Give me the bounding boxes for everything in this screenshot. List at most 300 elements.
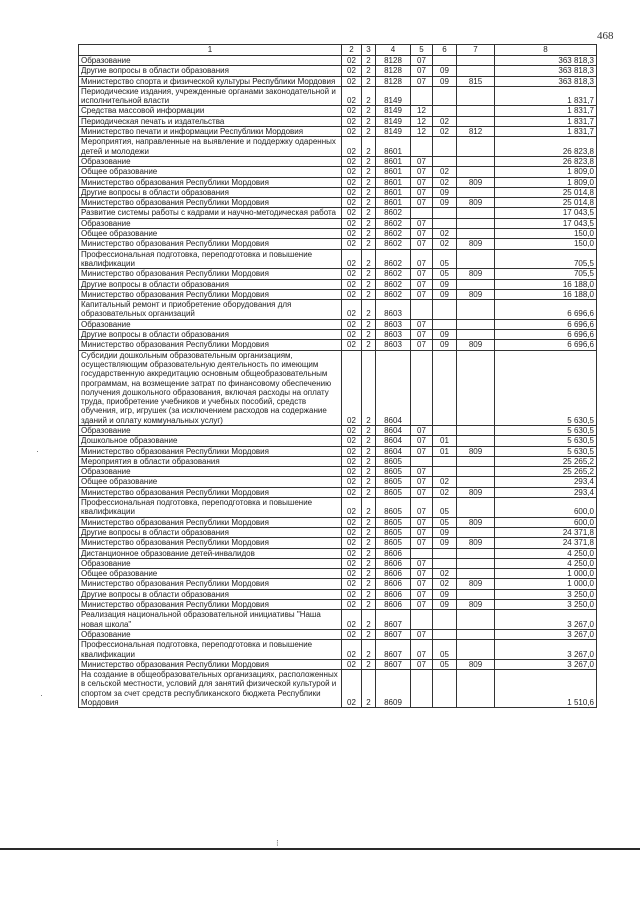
- code-cell: 8602: [376, 249, 411, 269]
- row-name-cell: Министерство образования Республики Мордовия: [79, 340, 342, 350]
- table-row: [79, 610, 597, 630]
- code-cell: 8602: [376, 208, 411, 218]
- code-cell: [411, 300, 433, 320]
- code-cell: 2: [362, 527, 376, 537]
- code-cell: 2: [362, 289, 376, 299]
- table-row: [79, 527, 597, 537]
- table-row: [79, 629, 597, 639]
- row-name-cell: Министерство образования Республики Мордовия: [79, 289, 342, 299]
- code-cell: 07: [411, 477, 433, 487]
- code-cell: 07: [411, 66, 433, 76]
- code-cell: 02: [433, 229, 457, 239]
- code-cell: 8606: [376, 600, 411, 610]
- amount-cell: 1 000,0: [495, 579, 597, 589]
- row-name-cell: На создание в общеобразовательных организациях, расположенных в сельской местности, условий для занятий физической культурой и спортом за счет средств республиканского бюджета Республики Мордовия: [79, 670, 342, 708]
- table-row: [79, 156, 597, 166]
- table-row: [79, 229, 597, 239]
- amount-cell: 3 267,0: [495, 659, 597, 669]
- code-cell: 8149: [376, 116, 411, 126]
- amount-cell: 6 696,6: [495, 340, 597, 350]
- code-cell: 02: [433, 487, 457, 497]
- code-cell: 2: [362, 300, 376, 320]
- code-cell: 2: [362, 76, 376, 86]
- code-cell: 809: [457, 538, 495, 548]
- code-cell: [411, 456, 433, 466]
- code-cell: 02: [342, 610, 362, 630]
- code-cell: 8128: [376, 56, 411, 66]
- code-cell: 02: [342, 350, 362, 425]
- code-cell: 8607: [376, 659, 411, 669]
- code-cell: [433, 456, 457, 466]
- code-cell: 2: [362, 558, 376, 568]
- row-name-cell: Министерство спорта и физической культуры Республики Мордовия: [79, 76, 342, 86]
- amount-cell: 16 188,0: [495, 279, 597, 289]
- code-cell: [433, 319, 457, 329]
- code-cell: [457, 66, 495, 76]
- row-name-cell: Профессиональная подготовка, переподготовка и повышение квалификации: [79, 640, 342, 660]
- code-cell: [433, 425, 457, 435]
- code-cell: 8605: [376, 498, 411, 518]
- code-cell: 09: [433, 66, 457, 76]
- code-cell: [457, 229, 495, 239]
- code-cell: 2: [362, 116, 376, 126]
- row-name-cell: Министерство образования Республики Мордовия: [79, 600, 342, 610]
- code-cell: 02: [342, 600, 362, 610]
- code-cell: 8606: [376, 569, 411, 579]
- code-cell: [433, 137, 457, 157]
- code-cell: [457, 56, 495, 66]
- code-cell: 2: [362, 538, 376, 548]
- code-cell: 2: [362, 269, 376, 279]
- amount-cell: 6 696,6: [495, 300, 597, 320]
- code-cell: 8605: [376, 527, 411, 537]
- amount-cell: 3 250,0: [495, 600, 597, 610]
- code-cell: [433, 558, 457, 568]
- table-row: [79, 300, 597, 320]
- code-cell: 8601: [376, 167, 411, 177]
- code-cell: [457, 569, 495, 579]
- row-name-cell: Другие вопросы в области образования: [79, 279, 342, 289]
- code-cell: 2: [362, 517, 376, 527]
- row-name-cell: Дошкольное образование: [79, 436, 342, 446]
- code-cell: [433, 218, 457, 228]
- code-cell: 07: [411, 229, 433, 239]
- code-cell: 02: [342, 640, 362, 660]
- row-name-cell: Министерство образования Республики Мордовия: [79, 579, 342, 589]
- code-cell: 09: [433, 187, 457, 197]
- code-cell: 07: [411, 569, 433, 579]
- code-cell: 12: [411, 106, 433, 116]
- code-cell: 2: [362, 579, 376, 589]
- code-cell: [457, 106, 495, 116]
- row-name-cell: Образование: [79, 629, 342, 639]
- code-cell: 01: [433, 436, 457, 446]
- code-cell: [457, 86, 495, 106]
- code-cell: 812: [457, 127, 495, 137]
- code-cell: 2: [362, 198, 376, 208]
- code-cell: 8603: [376, 319, 411, 329]
- amount-cell: 705,5: [495, 249, 597, 269]
- code-cell: 2: [362, 467, 376, 477]
- code-cell: 8601: [376, 156, 411, 166]
- code-cell: [457, 208, 495, 218]
- row-name-cell: Субсидии дошкольным образовательным организациям, осуществляющим образовательную деятельность по имеющим государственную аккредитацию основным общеобразовательным программам, на возмещение затрат по финансовому обеспечению получения дошкольного образования, включая расходы на оплату труда, приобретение учебников и учебных пособий, средств обучения, игр, игрушек (за исключением расходов на содержание зданий и оплату коммунальных услуг): [79, 350, 342, 425]
- code-cell: 2: [362, 436, 376, 446]
- row-name-cell: Общее образование: [79, 477, 342, 487]
- code-cell: 09: [433, 589, 457, 599]
- code-cell: [457, 218, 495, 228]
- code-cell: 07: [411, 330, 433, 340]
- row-name-cell: Министерство образования Республики Мордовия: [79, 177, 342, 187]
- table-row: [79, 589, 597, 599]
- column-header: 7: [457, 45, 495, 56]
- row-name-cell: Министерство образования Республики Мордовия: [79, 659, 342, 669]
- table-row: [79, 66, 597, 76]
- code-cell: 02: [342, 498, 362, 518]
- code-cell: [457, 249, 495, 269]
- code-cell: [411, 548, 433, 558]
- code-cell: 8149: [376, 127, 411, 137]
- row-name-cell: Министерство образования Республики Мордовия: [79, 269, 342, 279]
- code-cell: [433, 467, 457, 477]
- code-cell: 01: [433, 446, 457, 456]
- code-cell: 02: [342, 456, 362, 466]
- code-cell: 8602: [376, 289, 411, 299]
- table-row: [79, 558, 597, 568]
- code-cell: 2: [362, 498, 376, 518]
- code-cell: 09: [433, 279, 457, 289]
- code-cell: 2: [362, 477, 376, 487]
- column-header: 6: [433, 45, 457, 56]
- amount-cell: 25 014,8: [495, 198, 597, 208]
- row-name-cell: Министерство образования Республики Мордовия: [79, 198, 342, 208]
- code-cell: [457, 477, 495, 487]
- table-row: [79, 467, 597, 477]
- code-cell: 809: [457, 340, 495, 350]
- code-cell: 02: [342, 538, 362, 548]
- code-cell: 02: [342, 659, 362, 669]
- code-cell: 07: [411, 76, 433, 86]
- code-cell: 07: [411, 579, 433, 589]
- code-cell: [457, 610, 495, 630]
- code-cell: 02: [342, 446, 362, 456]
- code-cell: [433, 350, 457, 425]
- code-cell: 07: [411, 659, 433, 669]
- row-name-cell: Образование: [79, 319, 342, 329]
- amount-cell: 363 818,3: [495, 56, 597, 66]
- code-cell: 02: [342, 340, 362, 350]
- code-cell: 07: [411, 538, 433, 548]
- code-cell: 02: [342, 76, 362, 86]
- amount-cell: 1 831,7: [495, 116, 597, 126]
- code-cell: [433, 610, 457, 630]
- amount-cell: 600,0: [495, 498, 597, 518]
- code-cell: 02: [342, 249, 362, 269]
- code-cell: 8603: [376, 300, 411, 320]
- row-name-cell: Образование: [79, 218, 342, 228]
- code-cell: 09: [433, 600, 457, 610]
- amount-cell: 3 267,0: [495, 629, 597, 639]
- code-cell: [457, 330, 495, 340]
- code-cell: [457, 548, 495, 558]
- code-cell: 2: [362, 86, 376, 106]
- code-cell: 8605: [376, 517, 411, 527]
- code-cell: 09: [433, 538, 457, 548]
- code-cell: 02: [433, 116, 457, 126]
- code-cell: 09: [433, 527, 457, 537]
- code-cell: 12: [411, 127, 433, 137]
- amount-cell: 1 809,0: [495, 177, 597, 187]
- row-name-cell: Общее образование: [79, 229, 342, 239]
- amount-cell: 3 267,0: [495, 640, 597, 660]
- amount-cell: 293,4: [495, 477, 597, 487]
- code-cell: [457, 670, 495, 708]
- code-cell: [457, 116, 495, 126]
- code-cell: 2: [362, 279, 376, 289]
- code-cell: 05: [433, 640, 457, 660]
- table-row: [79, 218, 597, 228]
- code-cell: 8605: [376, 487, 411, 497]
- code-cell: [457, 640, 495, 660]
- code-cell: 07: [411, 629, 433, 639]
- code-cell: [457, 137, 495, 157]
- code-cell: [433, 86, 457, 106]
- code-cell: [457, 558, 495, 568]
- table-row: [79, 659, 597, 669]
- code-cell: [433, 106, 457, 116]
- code-cell: 09: [433, 76, 457, 86]
- code-cell: 02: [433, 177, 457, 187]
- code-cell: 05: [433, 249, 457, 269]
- code-cell: 8604: [376, 350, 411, 425]
- code-cell: 2: [362, 56, 376, 66]
- amount-cell: 26 823,8: [495, 156, 597, 166]
- table-row: [79, 579, 597, 589]
- amount-cell: 17 043,5: [495, 218, 597, 228]
- code-cell: 8604: [376, 446, 411, 456]
- table-row: [79, 319, 597, 329]
- table-row: [79, 279, 597, 289]
- table-row: [79, 548, 597, 558]
- code-cell: 02: [342, 589, 362, 599]
- code-cell: 07: [411, 187, 433, 197]
- amount-cell: 5 630,5: [495, 446, 597, 456]
- amount-cell: 6 696,6: [495, 330, 597, 340]
- code-cell: 8605: [376, 467, 411, 477]
- row-name-cell: Периодическая печать и издательства: [79, 116, 342, 126]
- code-cell: 07: [411, 177, 433, 187]
- code-cell: 02: [342, 239, 362, 249]
- code-cell: 8603: [376, 340, 411, 350]
- code-cell: 2: [362, 487, 376, 497]
- budget-table: [78, 44, 597, 708]
- page-number: 468: [597, 30, 614, 42]
- code-cell: 02: [342, 106, 362, 116]
- code-cell: 02: [342, 137, 362, 157]
- code-cell: 02: [342, 187, 362, 197]
- code-cell: 02: [342, 330, 362, 340]
- code-cell: [433, 670, 457, 708]
- table-row: [79, 76, 597, 86]
- table-row: [79, 517, 597, 527]
- table-row: [79, 137, 597, 157]
- code-cell: 07: [411, 279, 433, 289]
- column-header: 5: [411, 45, 433, 56]
- code-cell: [433, 300, 457, 320]
- code-cell: 809: [457, 446, 495, 456]
- code-cell: [411, 208, 433, 218]
- scan-mark: ·: [40, 690, 43, 700]
- code-cell: 02: [433, 569, 457, 579]
- code-cell: 809: [457, 487, 495, 497]
- code-cell: 8601: [376, 177, 411, 187]
- code-cell: 02: [342, 477, 362, 487]
- row-name-cell: Мероприятия в области образования: [79, 456, 342, 466]
- code-cell: 8602: [376, 229, 411, 239]
- table-row: [79, 538, 597, 548]
- code-cell: 2: [362, 137, 376, 157]
- code-cell: 07: [411, 436, 433, 446]
- code-cell: 07: [411, 269, 433, 279]
- amount-cell: 25 265,2: [495, 467, 597, 477]
- row-name-cell: Другие вопросы в области образования: [79, 330, 342, 340]
- row-name-cell: Другие вопросы в области образования: [79, 66, 342, 76]
- table-row: [79, 670, 597, 708]
- row-name-cell: Образование: [79, 156, 342, 166]
- code-cell: 8605: [376, 477, 411, 487]
- code-cell: 12: [411, 116, 433, 126]
- row-name-cell: Капитальный ремонт и приобретение оборудования для образовательных организаций: [79, 300, 342, 320]
- code-cell: 02: [342, 208, 362, 218]
- code-cell: 8606: [376, 558, 411, 568]
- code-cell: 07: [411, 249, 433, 269]
- table-row: [79, 187, 597, 197]
- code-cell: 8601: [376, 198, 411, 208]
- code-cell: [411, 86, 433, 106]
- code-cell: 2: [362, 208, 376, 218]
- row-name-cell: Общее образование: [79, 569, 342, 579]
- code-cell: 02: [342, 487, 362, 497]
- code-cell: 2: [362, 167, 376, 177]
- code-cell: 07: [411, 156, 433, 166]
- amount-cell: 363 818,3: [495, 76, 597, 86]
- code-cell: 02: [342, 269, 362, 279]
- code-cell: [457, 319, 495, 329]
- row-name-cell: Профессиональная подготовка, переподготовка и повышение квалификации: [79, 249, 342, 269]
- row-name-cell: Министерство образования Республики Мордовия: [79, 487, 342, 497]
- code-cell: 2: [362, 670, 376, 708]
- code-cell: 02: [342, 116, 362, 126]
- amount-cell: 705,5: [495, 269, 597, 279]
- row-name-cell: Общее образование: [79, 167, 342, 177]
- code-cell: 02: [342, 579, 362, 589]
- code-cell: 02: [342, 558, 362, 568]
- code-cell: 07: [411, 446, 433, 456]
- table-row: [79, 177, 597, 187]
- code-cell: 2: [362, 177, 376, 187]
- code-cell: 809: [457, 239, 495, 249]
- code-cell: 02: [342, 670, 362, 708]
- code-cell: 09: [433, 340, 457, 350]
- code-cell: 02: [433, 167, 457, 177]
- code-cell: 2: [362, 187, 376, 197]
- code-cell: 2: [362, 127, 376, 137]
- row-name-cell: Министерство образования Республики Мордовия: [79, 446, 342, 456]
- code-cell: 07: [411, 167, 433, 177]
- column-header: 3: [362, 45, 376, 56]
- code-cell: 809: [457, 600, 495, 610]
- code-cell: [457, 167, 495, 177]
- table-row: [79, 350, 597, 425]
- code-cell: 8149: [376, 106, 411, 116]
- code-cell: 02: [342, 425, 362, 435]
- column-header: 2: [342, 45, 362, 56]
- code-cell: 02: [342, 127, 362, 137]
- code-cell: [411, 350, 433, 425]
- row-name-cell: Министерство печати и информации Республики Мордовия: [79, 127, 342, 137]
- code-cell: 2: [362, 456, 376, 466]
- code-cell: 07: [411, 640, 433, 660]
- amount-cell: 17 043,5: [495, 208, 597, 218]
- code-cell: 809: [457, 198, 495, 208]
- page-bottom-rule: [0, 848, 640, 850]
- code-cell: 07: [411, 340, 433, 350]
- code-cell: 07: [411, 289, 433, 299]
- row-name-cell: Дистанционное образование детей-инвалидов: [79, 548, 342, 558]
- code-cell: [457, 629, 495, 639]
- table-row: [79, 436, 597, 446]
- code-cell: 815: [457, 76, 495, 86]
- scan-mark: ·: [36, 446, 39, 456]
- row-name-cell: Образование: [79, 56, 342, 66]
- code-cell: [411, 137, 433, 157]
- code-cell: 02: [342, 517, 362, 527]
- code-cell: 02: [342, 319, 362, 329]
- code-cell: 2: [362, 66, 376, 76]
- table-row: [79, 289, 597, 299]
- code-cell: 8602: [376, 279, 411, 289]
- code-cell: 8605: [376, 456, 411, 466]
- code-cell: 02: [342, 467, 362, 477]
- amount-cell: 1 809,0: [495, 167, 597, 177]
- code-cell: 07: [411, 56, 433, 66]
- code-cell: [433, 548, 457, 558]
- table-row: [79, 208, 597, 218]
- table-row: [79, 86, 597, 106]
- code-cell: 2: [362, 239, 376, 249]
- row-name-cell: Другие вопросы в области образования: [79, 527, 342, 537]
- code-cell: 07: [411, 319, 433, 329]
- code-cell: 07: [411, 198, 433, 208]
- code-cell: 2: [362, 589, 376, 599]
- code-cell: [433, 208, 457, 218]
- amount-cell: 3 250,0: [495, 589, 597, 599]
- table-row: [79, 600, 597, 610]
- code-cell: [457, 156, 495, 166]
- code-cell: 07: [411, 487, 433, 497]
- amount-cell: 1 510,6: [495, 670, 597, 708]
- code-cell: 2: [362, 640, 376, 660]
- code-cell: 02: [342, 56, 362, 66]
- code-cell: [457, 300, 495, 320]
- code-cell: 2: [362, 249, 376, 269]
- code-cell: [433, 629, 457, 639]
- code-cell: 07: [411, 527, 433, 537]
- row-name-cell: Профессиональная подготовка, переподготовка и повышение квалификации: [79, 498, 342, 518]
- table-header-row: [79, 45, 597, 56]
- code-cell: 8602: [376, 239, 411, 249]
- code-cell: [457, 279, 495, 289]
